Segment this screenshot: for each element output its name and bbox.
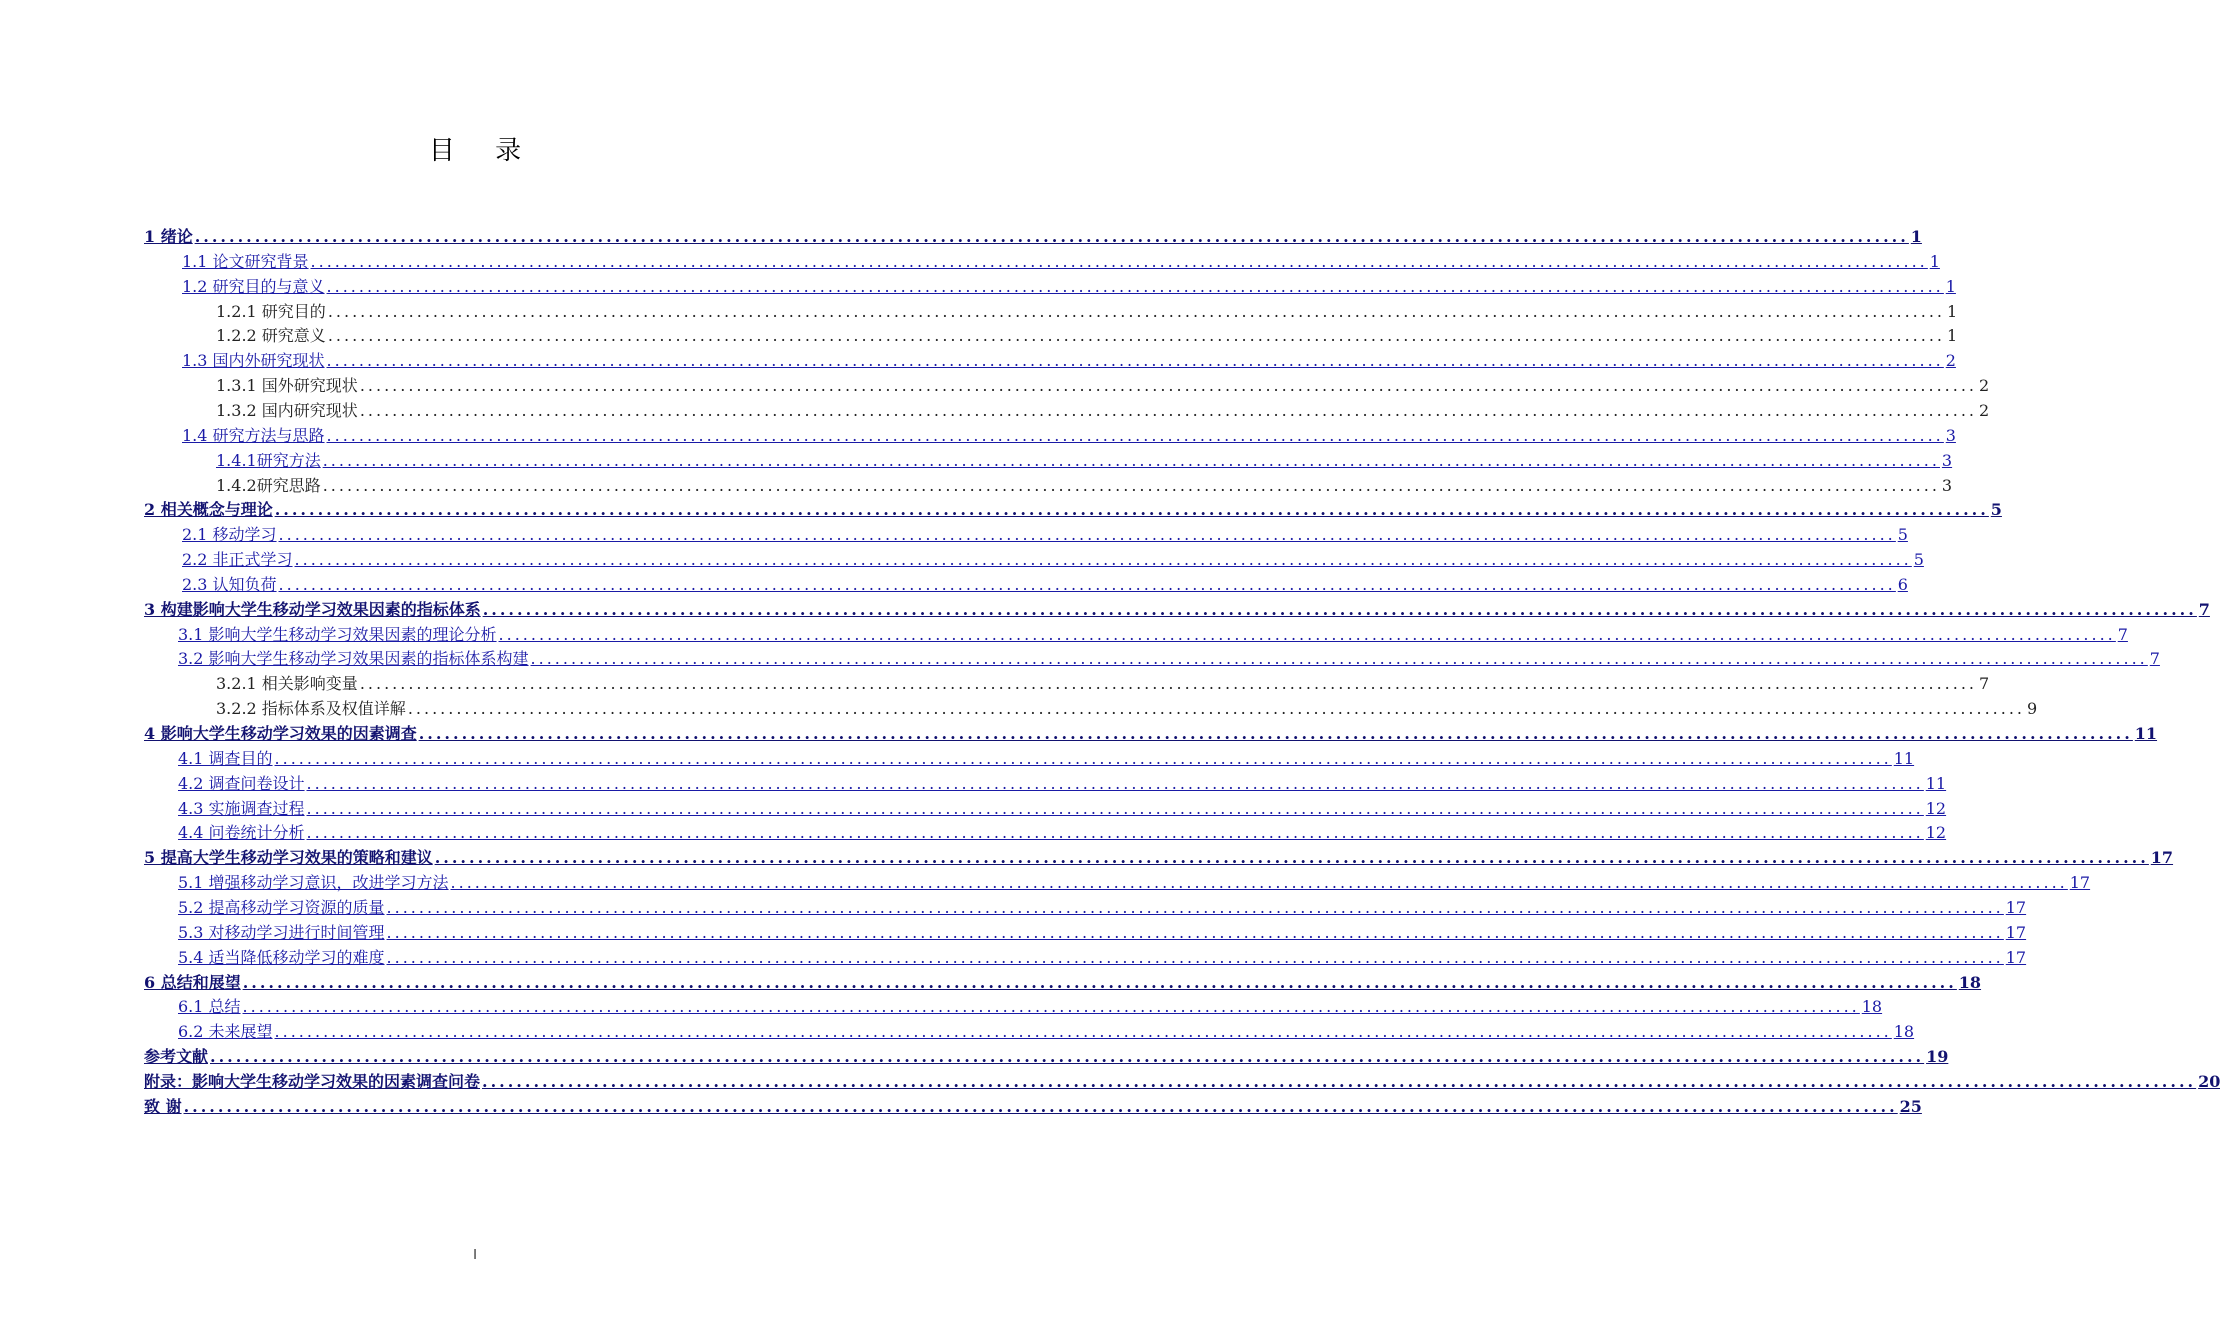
toc-entry-page: 18: [1958, 972, 1982, 992]
toc-entry[interactable]: [178, 1020, 1915, 1044]
toc-entry-label: 6.2 未来展望: [178, 1022, 273, 1042]
toc-entry[interactable]: [182, 523, 1908, 547]
toc-leader-dots: ........................................................................................................................................................................................................: [242, 972, 1957, 992]
toc-leader-dots: ........................................................................................................................................................................................................: [310, 251, 1928, 271]
toc-leader-dots: ........................................................................................................................................................................................................: [498, 624, 2116, 644]
toc-leader-dots: ........................................................................................................................................................................................................: [322, 450, 1940, 470]
toc-leader-dots: ........................................................................................................................................................................................................: [434, 848, 2149, 868]
toc-entry-label: 3.2.1 相关影响变量: [216, 674, 358, 694]
toc-entry-label: 2.3 认知负荷: [182, 574, 277, 594]
toc-entry[interactable]: [178, 772, 1947, 796]
toc-entry-page: 25: [1899, 1096, 1922, 1116]
toc-leader-dots: ........................................................................................................................................................................................................: [359, 376, 1977, 396]
toc-entry-page: 17: [2150, 848, 2174, 868]
toc-entry-label: 2 相关概念与理论: [144, 500, 273, 520]
toc-leader-dots: ........................................................................................................................................................................................................: [274, 500, 1989, 520]
toc-entry-page: 7: [2117, 624, 2128, 644]
toc-leader-dots: ........................................................................................................................................................................................................: [386, 897, 2004, 917]
toc-entry[interactable]: [178, 747, 1915, 771]
toc-entry[interactable]: [144, 722, 2158, 746]
toc-entry[interactable]: [144, 598, 2210, 622]
toc-entry: [216, 374, 1990, 398]
toc-entry[interactable]: [182, 548, 1924, 572]
toc-entry-label: 1.2.2 研究意义: [216, 326, 326, 346]
toc-entry-label: 1.2.1 研究目的: [216, 301, 326, 321]
toc-entry-page: 12: [1925, 798, 1947, 818]
toc-entry[interactable]: [144, 1070, 2220, 1094]
toc-leader-dots: ........................................................................................................................................................................................................: [306, 798, 1924, 818]
toc-entry-label: 5.4 适当降低移动学习的难度: [178, 947, 385, 967]
toc-entry-page: 12: [1925, 823, 1947, 843]
toc-leader-dots: ........................................................................................................................................................................................................: [326, 425, 1944, 445]
toc-entry-page: 18: [1893, 1022, 1915, 1042]
toc-entry-label: 1.4.2研究思路: [216, 475, 321, 495]
toc-leader-dots: ........................................................................................................................................................................................................: [183, 1096, 1898, 1116]
toc-entry: [216, 697, 2038, 721]
toc-leader-dots: ........................................................................................................................................................................................................: [482, 1071, 2197, 1091]
toc-entry-label: 附录：影响大学生移动学习效果的因素调查问卷: [144, 1071, 481, 1091]
toc-leader-dots: ........................................................................................................................................................................................................: [194, 227, 1909, 246]
toc-entry-label: 1.4 研究方法与思路: [182, 425, 325, 445]
toc-entry-label: 1 绪论: [144, 227, 193, 246]
toc-entry[interactable]: [144, 498, 2002, 522]
toc-leader-dots: ........................................................................................................................................................................................................: [418, 724, 2133, 743]
toc-entry-page: 3: [1941, 450, 1953, 470]
toc-entry[interactable]: [144, 1095, 1922, 1119]
toc-leader-dots: ........................................................................................................................................................................................................: [278, 525, 1896, 545]
toc-entry: [216, 324, 1958, 348]
toc-entry-page: 1: [1929, 251, 1940, 271]
toc-entry[interactable]: [182, 250, 1940, 274]
toc-entry-page: 5: [1897, 525, 1908, 545]
toc-entry-label: 1.4.1研究方法: [216, 450, 321, 470]
toc-leader-dots: ........................................................................................................................................................................................................: [306, 773, 1924, 793]
toc-entry-page: 7: [2149, 649, 2160, 669]
toc-entry[interactable]: [182, 573, 1908, 597]
page-title: 目 录: [428, 136, 538, 166]
toc-entry-label: 5.1 增强移动学习意识，改进学习方法: [178, 873, 449, 893]
toc-entry-page: 2: [1979, 376, 1990, 396]
toc-entry[interactable]: [178, 896, 2027, 920]
toc-leader-dots: ........................................................................................................................................................................................................: [530, 649, 2148, 669]
toc-entry-page: 5: [1913, 550, 1924, 570]
toc-leader-dots: ........................................................................................................................................................................................................: [278, 574, 1896, 594]
toc-entry-page: 1: [1947, 326, 1958, 346]
toc-entry-page: 11: [1925, 773, 1947, 793]
toc-entry-label: 3.2 影响大学生移动学习效果因素的指标体系构建: [178, 649, 529, 669]
toc-entry-page: 17: [2005, 897, 2027, 917]
toc-leader-dots: ........................................................................................................................................................................................................: [274, 748, 1892, 768]
toc-entry-page: 7: [2198, 599, 2210, 619]
toc-entry[interactable]: [178, 995, 1883, 1019]
toc-entry-label: 2.1 移动学习: [182, 525, 277, 545]
toc-entry-page: 11: [2134, 724, 2158, 743]
toc-entry-page: 9: [2027, 699, 2038, 719]
toc-leader-dots: ........................................................................................................................................................................................................: [327, 326, 1945, 346]
toc-leader-dots: ........................................................................................................................................................................................................: [359, 400, 1977, 420]
toc-leader-dots: ........................................................................................................................................................................................................: [210, 1047, 1925, 1067]
toc-leader-dots: ........................................................................................................................................................................................................: [274, 1022, 1892, 1042]
toc-leader-dots: ........................................................................................................................................................................................................: [407, 699, 2025, 719]
toc-entry: [216, 399, 1990, 423]
toc-entry-label: 5 提高大学生移动学习效果的策略和建议: [144, 848, 433, 868]
toc-entry: [216, 300, 1958, 324]
toc-entry-page: 17: [2005, 922, 2027, 942]
toc-leader-dots: ........................................................................................................................................................................................................: [242, 997, 1860, 1017]
toc-entry-label: 4.4 问卷统计分析: [178, 823, 305, 843]
toc-entry[interactable]: [144, 971, 1982, 995]
toc-entry-label: 参考文献: [144, 1047, 209, 1067]
toc-entry-page: 17: [2005, 947, 2027, 967]
toc-entry[interactable]: [178, 946, 2027, 970]
toc-entry-page: 5: [1990, 500, 2002, 520]
toc-entry-page: 20: [2198, 1071, 2220, 1091]
toc-entry-page: 11: [1893, 748, 1915, 768]
toc-entry-label: 1.3.1 国外研究现状: [216, 376, 358, 396]
toc-entry[interactable]: [182, 424, 1956, 448]
toc-entry-label: 5.3 对移动学习进行时间管理: [178, 922, 385, 942]
toc-entry-label: 1.1 论文研究背景: [182, 251, 309, 271]
toc-entry-label: 3.1 影响大学生移动学习效果因素的理论分析: [178, 624, 497, 644]
toc-leader-dots: ........................................................................................................................................................................................................: [327, 301, 1945, 321]
toc-entry[interactable]: [178, 871, 2091, 895]
toc-entry: [216, 672, 1990, 696]
toc-entry-label: 4 影响大学生移动学习效果的因素调查: [144, 724, 417, 743]
toc-entry-label: 5.2 提高移动学习资源的质量: [178, 897, 385, 917]
toc-leader-dots: ........................................................................................................................................................................................................: [450, 873, 2068, 893]
toc-entry-label: 4.1 调查目的: [178, 748, 273, 768]
toc-leader-dots: ........................................................................................................................................................................................................: [294, 550, 1912, 570]
toc-entry-page: 18: [1861, 997, 1883, 1017]
toc-entry-label: 4.3 实施调查过程: [178, 798, 305, 818]
toc-entry[interactable]: [144, 1045, 1949, 1069]
toc-entry-label: 1.2 研究目的与意义: [182, 276, 325, 296]
toc-entry[interactable]: [178, 647, 2160, 671]
page-number: I: [473, 1248, 477, 1263]
toc-leader-dots: ........................................................................................................................................................................................................: [386, 947, 2004, 967]
toc-entry[interactable]: [178, 821, 1947, 845]
toc-entry-label: 3 构建影响大学生移动学习效果因素的指标体系: [144, 599, 481, 619]
toc-entry-page: 6: [1897, 574, 1908, 594]
toc-entry-page: 17: [2069, 873, 2091, 893]
toc-entry-page: 1: [1945, 276, 1956, 296]
toc-entry-label: 3.2.2 指标体系及权值详解: [216, 699, 406, 719]
toc-leader-dots: ........................................................................................................................................................................................................: [326, 351, 1944, 371]
toc-entry-page: 7: [1979, 674, 1990, 694]
toc-entry-page: 1: [1910, 227, 1922, 246]
toc-entry-page: 2: [1979, 400, 1990, 420]
toc-entry[interactable]: [216, 449, 1953, 473]
toc-entry-page: 2: [1945, 351, 1956, 371]
toc-leader-dots: ........................................................................................................................................................................................................: [386, 922, 2004, 942]
toc-entry-page: 19: [1926, 1047, 1949, 1067]
toc-entry[interactable]: [178, 921, 2027, 945]
toc-entry-label: 2.2 非正式学习: [182, 550, 293, 570]
toc-entry-label: 6.1 总结: [178, 997, 241, 1017]
toc-entry[interactable]: [144, 225, 1922, 249]
toc-entry-page: 1: [1947, 301, 1958, 321]
toc-entry[interactable]: [144, 846, 2174, 870]
toc-entry: [216, 474, 1953, 498]
toc-leader-dots: ........................................................................................................................................................................................................: [482, 599, 2197, 619]
toc-entry-label: 6 总结和展望: [144, 972, 241, 992]
toc-leader-dots: ........................................................................................................................................................................................................: [306, 823, 1924, 843]
toc-leader-dots: ........................................................................................................................................................................................................: [359, 674, 1977, 694]
toc-leader-dots: ........................................................................................................................................................................................................: [326, 276, 1944, 296]
toc-entry-label: 1.3 国内外研究现状: [182, 351, 325, 371]
toc-leader-dots: ........................................................................................................................................................................................................: [322, 475, 1940, 495]
toc-entry[interactable]: [182, 275, 1956, 299]
toc-entry-page: 3: [1945, 425, 1956, 445]
toc-entry[interactable]: [182, 349, 1956, 373]
toc-entry[interactable]: [178, 797, 1947, 821]
toc-entry-label: 4.2 调查问卷设计: [178, 773, 305, 793]
toc-entry-page: 3: [1941, 475, 1953, 495]
toc-entry[interactable]: [178, 623, 2128, 647]
toc-entry-label: 1.3.2 国内研究现状: [216, 400, 358, 420]
toc-entry-label: 致 谢: [144, 1096, 182, 1116]
